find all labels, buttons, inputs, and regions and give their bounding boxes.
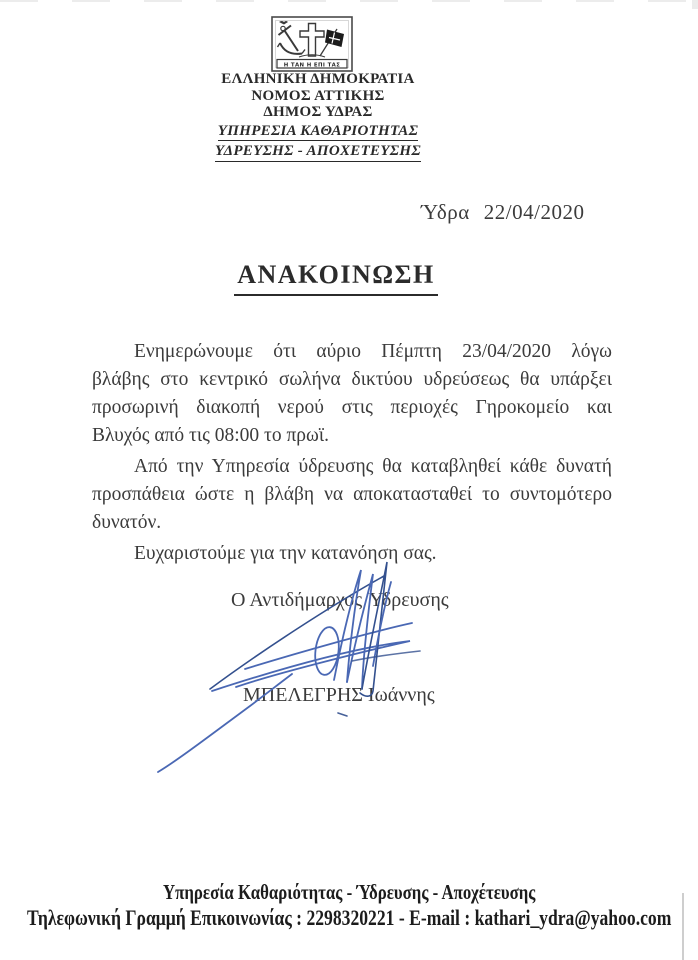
letterhead: [158, 71, 478, 162]
body-line: βλάβης στο κεντρικό σωλήνα δικτύου υδρεύσεως θα υπάρξει: [92, 369, 612, 390]
body-line: Ευχαριστούμε για την κατανόηση σας.: [134, 543, 437, 564]
footer-service-line: Υπηρεσία Καθαριότητας - Ύδρευσης - Αποχέτευσης: [163, 880, 536, 904]
place-date-line: [421, 200, 584, 225]
body-line: Από την Υπηρεσία ύδρευσης θα καταβληθεί κάθε δυνατή: [134, 456, 612, 477]
announcement-title: ΑΝΑΚΟΙΝΩΣΗ: [234, 260, 438, 296]
letterhead-municipality: ΔΗΜΟΣ ΥΔΡΑΣ: [263, 104, 373, 120]
place: Ύδρα: [421, 200, 470, 224]
signatory-role: Ο Αντιδήμαρχος Ύδρευσης: [231, 589, 449, 611]
scan-artifact-right-edge: [682, 893, 684, 960]
signature-ink: [150, 548, 435, 783]
body-line: Ενημερώνουμε ότι αύριο Πέμπτη 23/04/2020 λόγω: [134, 341, 612, 362]
emblem-motto: Η ΤΑΝ Η ΕΠΙ ΤΑΣ: [283, 62, 341, 69]
date: 22/04/2020: [483, 200, 585, 224]
letterhead-department-line2: ΥΔΡΕΥΣΗΣ - ΑΠΟΧΕΤΕΥΣΗΣ: [158, 143, 478, 162]
body-text: [92, 338, 612, 571]
footer-contact-line: Τηλεφωνική Γραμμή Επικοινωνίας : 2298320221 - E-mail : kathari_ydra@yahoo.com: [27, 905, 672, 930]
footer: [0, 880, 698, 931]
hydra-municipal-emblem: [271, 16, 353, 72]
title-row: [0, 260, 672, 296]
letterhead-prefecture: ΝΟΜΟΣ ΑΤΤΙΚΗΣ: [251, 87, 385, 104]
body-line: δυνατόν.: [92, 512, 162, 533]
letterhead-department-line1: ΥΠΗΡΕΣΙΑ ΚΑΘΑΡΙΟΤΗΤΑΣ: [158, 123, 478, 142]
body-line: Βλυχός από τις 08:00 το πρωϊ.: [92, 425, 329, 446]
paragraph: [92, 453, 612, 537]
scan-artifact-top-edge: [0, 0, 698, 2]
scan-artifact-corner: [692, 0, 698, 9]
paragraph: [92, 540, 612, 568]
body-line: προσπάθεια ώστε η βλάβη να αποκατασταθεί το συντομότερο: [92, 484, 612, 505]
letterhead-republic: ΕΛΛΗΝΙΚΗ ΔΗΜΟΚΡΑΤΙΑ: [221, 71, 415, 87]
paragraph: [92, 338, 612, 450]
body-line: προσωρινή διακοπή νερού στις περιοχές Γηροκομείο και: [92, 397, 612, 418]
signatory-name: ΜΠΕΛΕΓΡΗΣ Ιωάννης: [243, 684, 435, 706]
